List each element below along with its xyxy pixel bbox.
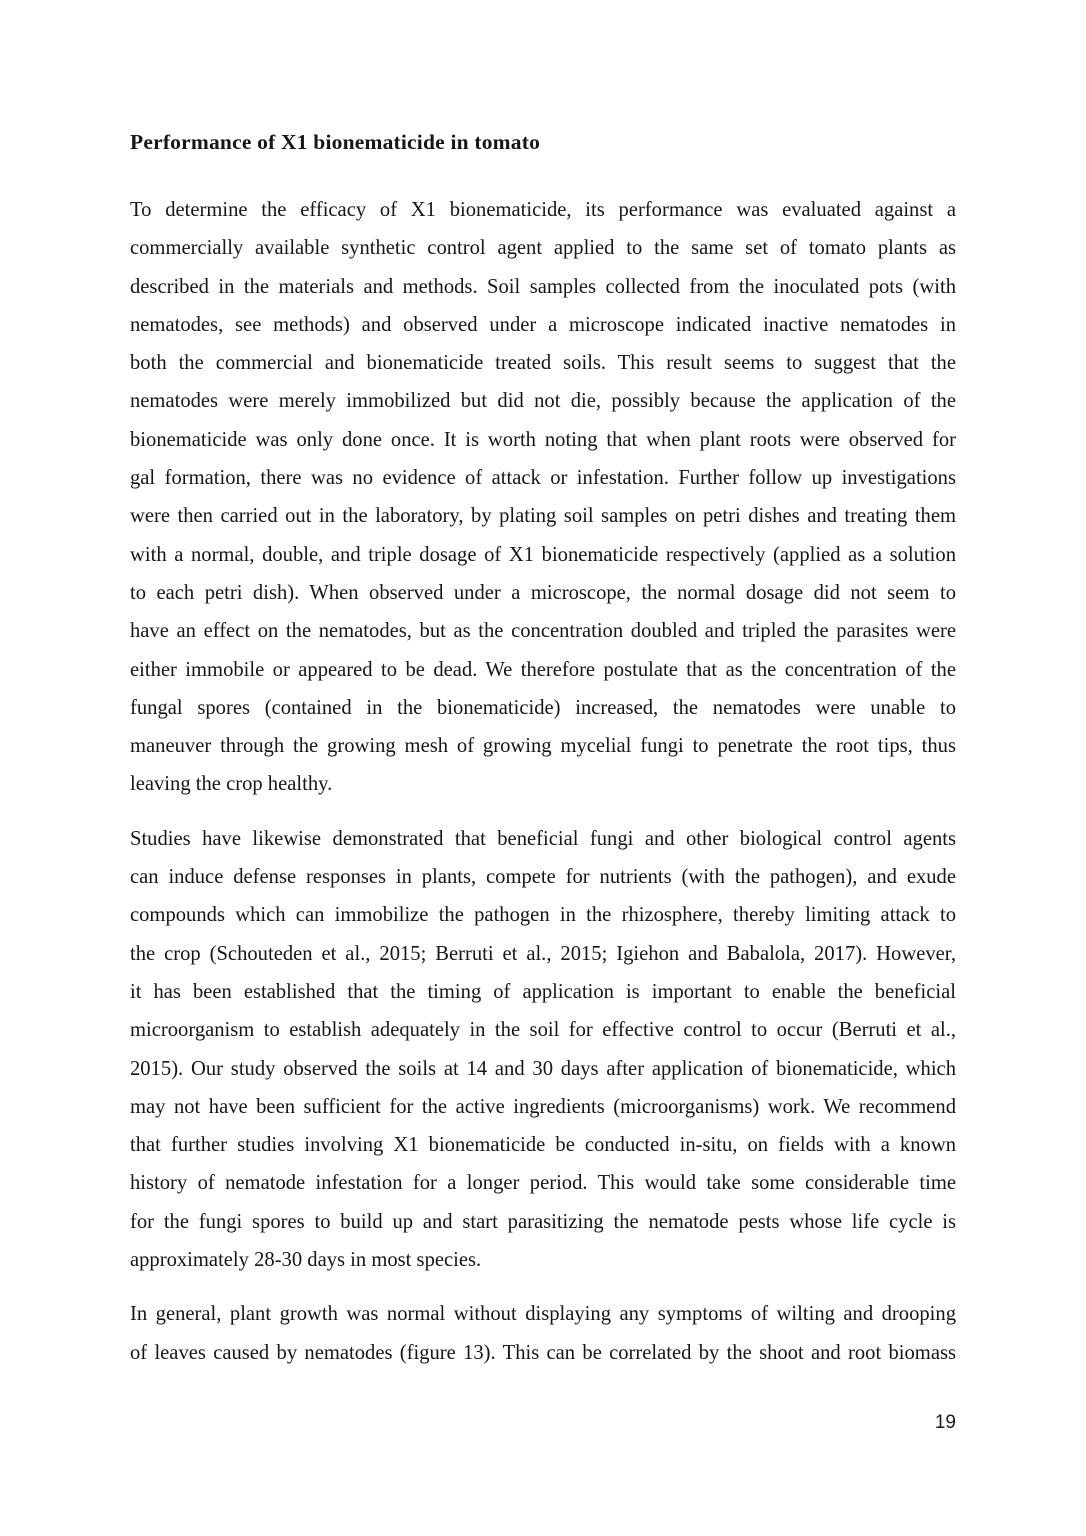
text-line: In general, plant growth was normal without displaying any symptoms of wilting and drooping: [130, 1303, 956, 1326]
text-line: both the commercial and bionematicide treated soils. This result seems to suggest that the: [130, 352, 956, 375]
text-line: either immobile or appeared to be dead. We therefore postulate that as the concentration of the: [130, 658, 956, 681]
text-line: have an effect on the nematodes, but as the concentration doubled and tripled the parasites were: [130, 620, 956, 643]
text-line: gal formation, there was no evidence of attack or infestation. Further follow up investigations: [130, 467, 956, 490]
text-line: can induce defense responses in plants, compete for nutrients (with the pathogen), and exude: [130, 866, 956, 889]
paragraph: [130, 820, 956, 1280]
text-line: were then carried out in the laboratory, by plating soil samples on petri dishes and treating them: [130, 505, 956, 528]
text-line: the crop (Schouteden et al., 2015; Berruti et al., 2015; Igiehon and Babalola, 2017). However,: [130, 942, 956, 965]
text-line: of leaves caused by nematodes (figure 13). This can be correlated by the shoot and root biomass: [130, 1341, 956, 1364]
page-title: Performance of X1 bionematicide in tomato: [130, 130, 541, 154]
text-line: may not have been sufficient for the active ingredients (microorganisms) work. We recommend: [130, 1095, 956, 1118]
text-line: approximately 28-30 days in most species.: [130, 1249, 482, 1272]
text-line: leaving the crop healthy.: [130, 773, 333, 796]
text-line: that further studies involving X1 bionematicide be conducted in-situ, on fields with a known: [130, 1134, 956, 1157]
text-line: maneuver through the growing mesh of growing mycelial fungi to penetrate the root tips, thus: [130, 735, 956, 758]
text-line: microorganism to establish adequately in the soil for effective control to occur (Berruti et al.,: [130, 1019, 956, 1042]
text-line: commercially available synthetic control agent applied to the same set of tomato plants as: [130, 237, 956, 260]
text-line: fungal spores (contained in the bionematicide) increased, the nematodes were unable to: [130, 696, 956, 719]
document-paragraphs: [130, 191, 956, 1372]
text-line: with a normal, double, and triple dosage of X1 bionematicide respectively (applied as a solution: [130, 543, 956, 566]
text-line: described in the materials and methods. Soil samples collected from the inoculated pots (with: [130, 275, 956, 298]
text-line: nematodes were merely immobilized but did not die, possibly because the application of the: [130, 390, 956, 413]
text-line: To determine the efficacy of X1 bionematicide, its performance was evaluated against a: [130, 199, 956, 221]
text-line: for the fungi spores to build up and start parasitizing the nematode pests whose life cycle is: [130, 1210, 956, 1233]
text-line: 2015). Our study observed the soils at 14 and 30 days after application of bionematicide, which: [130, 1057, 956, 1080]
paragraph: [130, 1295, 956, 1372]
text-line: Studies have likewise demonstrated that beneficial fungi and other biological control agents: [130, 827, 956, 850]
text-line: to each petri dish). When observed under a microscope, the normal dosage did not seem to: [130, 581, 956, 604]
text-line: history of nematode infestation for a longer period. This would take some considerable time: [130, 1172, 956, 1195]
page-number: 19: [934, 1411, 956, 1433]
text-line: compounds which can immobilize the pathogen in the rhizosphere, thereby limiting attack to: [130, 904, 956, 927]
paragraph: [130, 191, 956, 804]
text-line: bionematicide was only done once. It is worth noting that when plant roots were observed for: [130, 428, 956, 451]
text-line: nematodes, see methods) and observed under a microscope indicated inactive nematodes in: [130, 313, 956, 336]
text-line: it has been established that the timing of application is important to enable the beneficial: [130, 980, 956, 1003]
